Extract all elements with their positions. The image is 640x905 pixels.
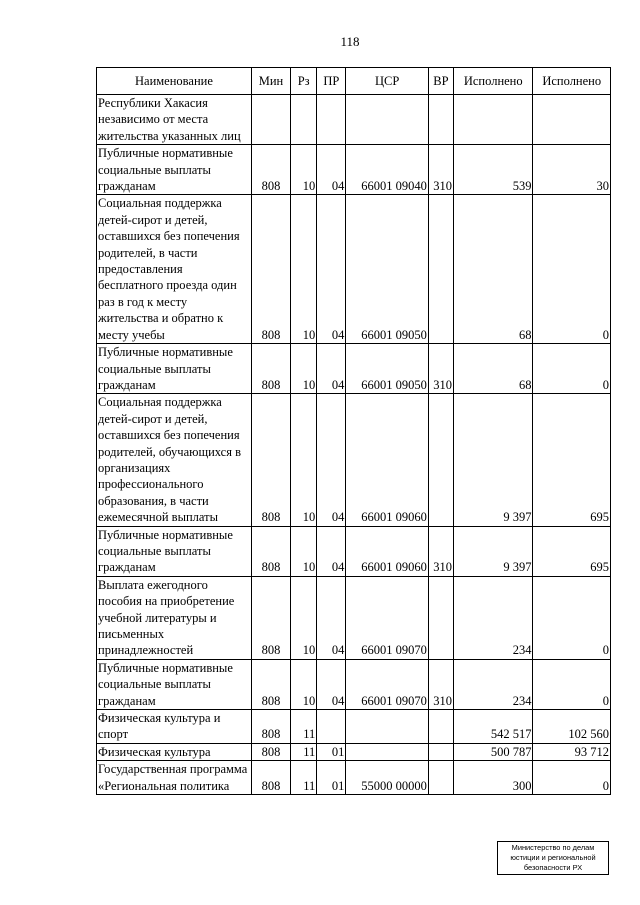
cell-csr: 55000 00000 bbox=[346, 761, 428, 795]
cell-vr bbox=[428, 576, 453, 659]
cell-vr: 310 bbox=[428, 526, 453, 576]
cell-exec2: 695 bbox=[533, 526, 611, 576]
cell-min: 808 bbox=[251, 743, 290, 760]
cell-name: Физическая культура bbox=[97, 743, 252, 760]
cell-min: 808 bbox=[251, 195, 290, 344]
cell-name: Государственная программа «Региональная политика bbox=[97, 761, 252, 795]
cell-min bbox=[251, 95, 290, 145]
header-min: Мин bbox=[251, 68, 290, 95]
cell-min: 808 bbox=[251, 526, 290, 576]
table-row bbox=[97, 659, 611, 709]
table-header-row bbox=[97, 68, 611, 95]
cell-vr bbox=[428, 761, 453, 795]
cell-exec2: 0 bbox=[533, 659, 611, 709]
header-vr: ВР bbox=[428, 68, 453, 95]
cell-pr: 04 bbox=[317, 394, 346, 526]
cell-exec1: 300 bbox=[454, 761, 533, 795]
cell-min: 808 bbox=[251, 344, 290, 394]
cell-csr: 66001 09060 bbox=[346, 394, 428, 526]
cell-exec1: 500 787 bbox=[454, 743, 533, 760]
table-row bbox=[97, 576, 611, 659]
cell-min: 808 bbox=[251, 576, 290, 659]
stamp-line: безопасности РХ bbox=[523, 863, 583, 872]
cell-csr bbox=[346, 95, 428, 145]
cell-vr bbox=[428, 743, 453, 760]
cell-exec2: 695 bbox=[533, 394, 611, 526]
cell-exec2 bbox=[533, 95, 611, 145]
cell-rz: 10 bbox=[291, 344, 317, 394]
cell-vr: 310 bbox=[428, 344, 453, 394]
cell-csr: 66001 09040 bbox=[346, 145, 428, 195]
cell-min: 808 bbox=[251, 394, 290, 526]
cell-name: Выплата ежегодного пособия на приобретение учебной литературы и письменных принадлежностей bbox=[97, 576, 252, 659]
header-rz: Рз bbox=[291, 68, 317, 95]
header-csr: ЦСР bbox=[346, 68, 428, 95]
cell-exec2: 0 bbox=[533, 344, 611, 394]
cell-vr bbox=[428, 195, 453, 344]
cell-exec1 bbox=[454, 95, 533, 145]
cell-csr: 66001 09070 bbox=[346, 659, 428, 709]
budget-table bbox=[96, 67, 611, 795]
cell-rz bbox=[291, 95, 317, 145]
table-row bbox=[97, 145, 611, 195]
table-row bbox=[97, 95, 611, 145]
table-row bbox=[97, 394, 611, 526]
header-pr: ПР bbox=[317, 68, 346, 95]
cell-exec2: 0 bbox=[533, 576, 611, 659]
cell-rz: 11 bbox=[291, 743, 317, 760]
cell-name: Публичные нормативные социальные выплаты гражданам bbox=[97, 145, 252, 195]
cell-vr bbox=[428, 394, 453, 526]
cell-exec1: 9 397 bbox=[454, 526, 533, 576]
cell-name: Публичные нормативные социальные выплаты гражданам bbox=[97, 659, 252, 709]
cell-pr: 01 bbox=[317, 761, 346, 795]
cell-pr bbox=[317, 710, 346, 744]
cell-csr bbox=[346, 743, 428, 760]
cell-exec1: 234 bbox=[454, 659, 533, 709]
table-row bbox=[97, 195, 611, 344]
cell-exec1: 68 bbox=[454, 195, 533, 344]
cell-name: Республики Хакасия независимо от места жительства указанных лиц bbox=[97, 95, 252, 145]
cell-rz: 10 bbox=[291, 195, 317, 344]
cell-pr: 04 bbox=[317, 659, 346, 709]
cell-min: 808 bbox=[251, 659, 290, 709]
cell-pr: 04 bbox=[317, 344, 346, 394]
cell-name: Социальная поддержка детей-сирот и детей, оставшихся без попечения родителей, в части предоставления бесплатного проезда один раз в год к месту жительства и обратно к месту учебы bbox=[97, 195, 252, 344]
table-body bbox=[97, 95, 611, 795]
cell-rz: 10 bbox=[291, 394, 317, 526]
cell-min: 808 bbox=[251, 710, 290, 744]
cell-name: Публичные нормативные социальные выплаты гражданам bbox=[97, 344, 252, 394]
cell-min: 808 bbox=[251, 761, 290, 795]
cell-csr: 66001 09050 bbox=[346, 344, 428, 394]
cell-rz: 10 bbox=[291, 576, 317, 659]
cell-vr: 310 bbox=[428, 659, 453, 709]
ministry-stamp bbox=[497, 841, 609, 875]
cell-vr: 310 bbox=[428, 145, 453, 195]
cell-rz: 11 bbox=[291, 761, 317, 795]
cell-exec2: 102 560 bbox=[533, 710, 611, 744]
cell-pr: 04 bbox=[317, 145, 346, 195]
cell-exec1: 9 397 bbox=[454, 394, 533, 526]
cell-vr bbox=[428, 710, 453, 744]
table-row bbox=[97, 344, 611, 394]
table-row bbox=[97, 743, 611, 760]
stamp-line: Министерство по делам bbox=[511, 843, 595, 852]
cell-pr: 04 bbox=[317, 576, 346, 659]
cell-pr: 04 bbox=[317, 195, 346, 344]
cell-exec2: 30 bbox=[533, 145, 611, 195]
table-row bbox=[97, 710, 611, 744]
cell-name: Физическая культура и спорт bbox=[97, 710, 252, 744]
cell-rz: 10 bbox=[291, 526, 317, 576]
cell-name: Социальная поддержка детей-сирот и детей, оставшихся без попечения родителей, обучающихся в организациях профессионального образования, в части ежемесячной выплаты bbox=[97, 394, 252, 526]
header-exec2: Исполнено bbox=[533, 68, 611, 95]
cell-rz: 11 bbox=[291, 710, 317, 744]
cell-exec1: 68 bbox=[454, 344, 533, 394]
cell-csr bbox=[346, 710, 428, 744]
table-row bbox=[97, 761, 611, 795]
cell-csr: 66001 09060 bbox=[346, 526, 428, 576]
cell-exec2: 93 712 bbox=[533, 743, 611, 760]
cell-vr bbox=[428, 95, 453, 145]
cell-name: Публичные нормативные социальные выплаты гражданам bbox=[97, 526, 252, 576]
cell-csr: 66001 09050 bbox=[346, 195, 428, 344]
stamp-line: юстиции и региональной bbox=[510, 853, 596, 862]
header-exec1: Исполнено bbox=[454, 68, 533, 95]
cell-exec1: 234 bbox=[454, 576, 533, 659]
cell-csr: 66001 09070 bbox=[346, 576, 428, 659]
cell-rz: 10 bbox=[291, 145, 317, 195]
page-number: 118 bbox=[340, 34, 360, 49]
header-name: Наименование bbox=[97, 68, 252, 95]
cell-pr: 01 bbox=[317, 743, 346, 760]
cell-rz: 10 bbox=[291, 659, 317, 709]
cell-pr: 04 bbox=[317, 526, 346, 576]
cell-exec1: 542 517 bbox=[454, 710, 533, 744]
cell-min: 808 bbox=[251, 145, 290, 195]
cell-pr bbox=[317, 95, 346, 145]
table-row bbox=[97, 526, 611, 576]
cell-exec1: 539 bbox=[454, 145, 533, 195]
cell-exec2: 0 bbox=[533, 195, 611, 344]
cell-exec2: 0 bbox=[533, 761, 611, 795]
